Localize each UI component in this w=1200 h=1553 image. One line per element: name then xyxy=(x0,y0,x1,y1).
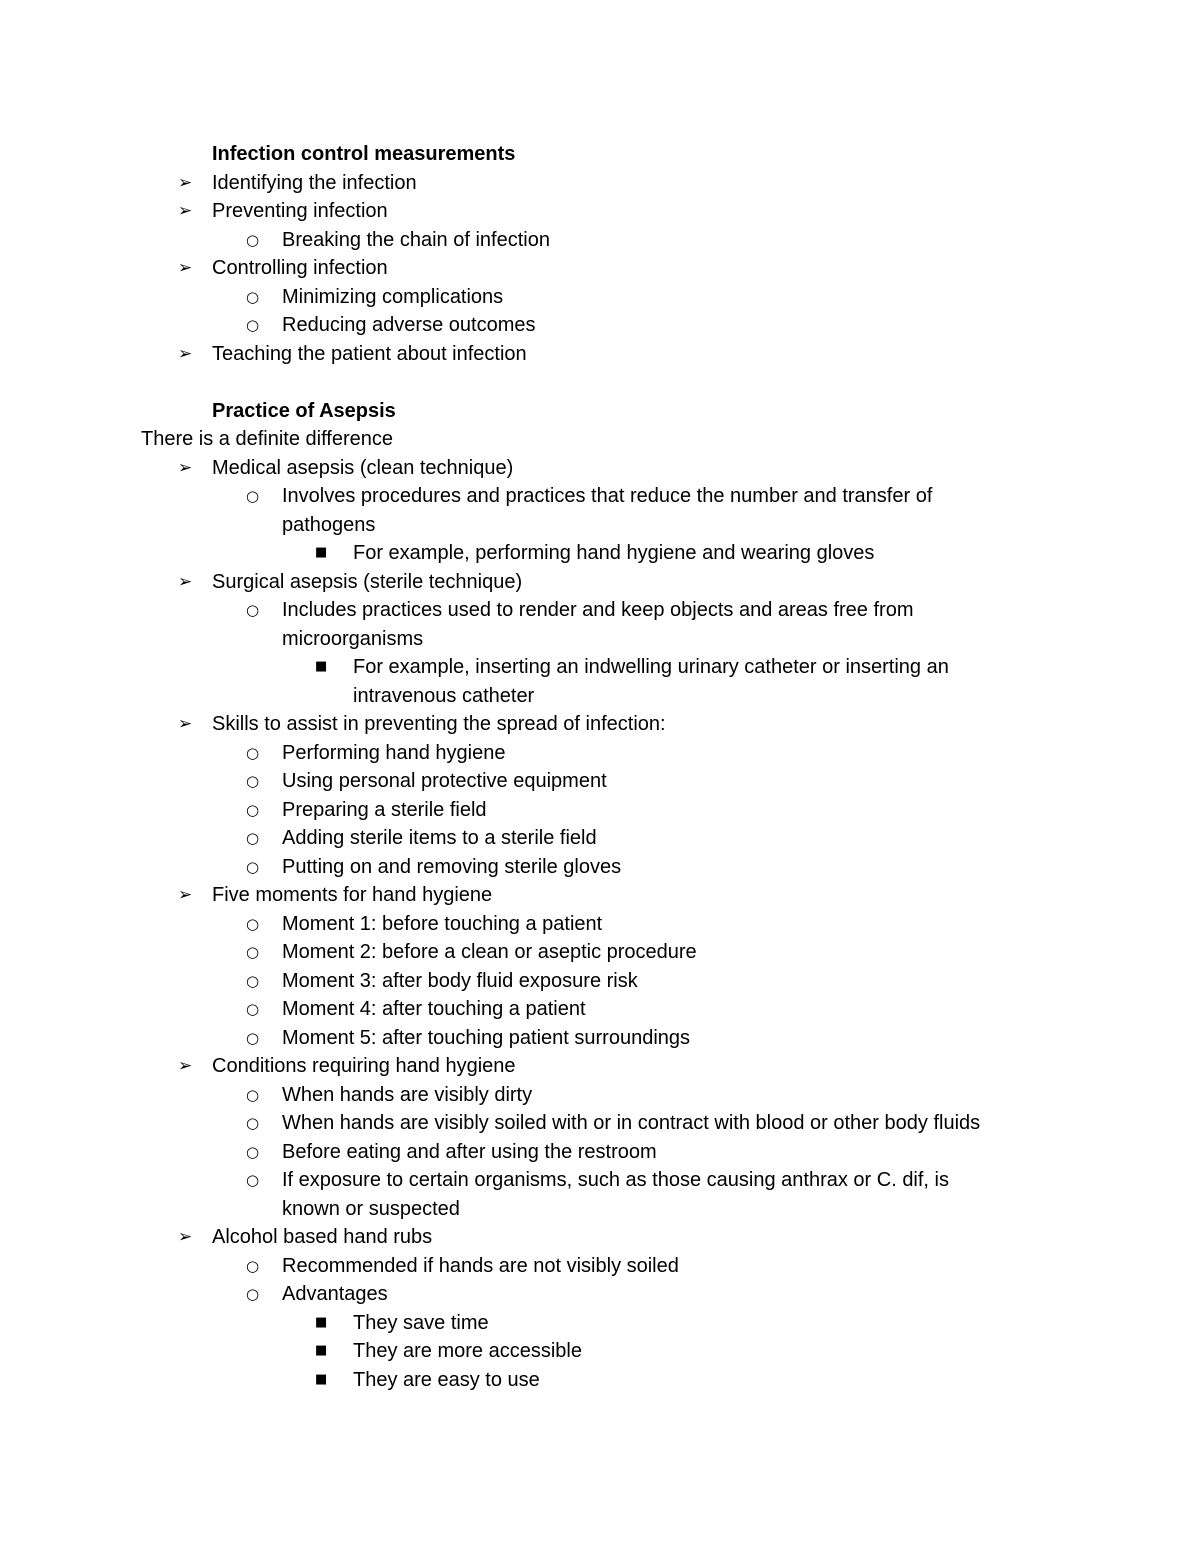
list-item-continuation: known or suspected xyxy=(282,1197,460,1220)
arrow-bullet-icon: ➢ xyxy=(178,343,193,364)
circle-bullet-icon: ○ xyxy=(246,857,260,876)
circle-bullet-icon: ○ xyxy=(246,230,260,249)
circle-bullet-icon: ○ xyxy=(246,1285,260,1303)
arrow-bullet-icon: ➢ xyxy=(178,201,193,221)
list-item-text: Moment 3: after body fluid exposure risk xyxy=(282,969,638,992)
list-item-text: Before eating and after using the restroom xyxy=(282,1140,657,1163)
list-item-text: Putting on and removing sterile gloves xyxy=(282,855,622,878)
list-item-text: Reducing adverse outcomes xyxy=(282,314,536,336)
list-item-text: Preventing infection xyxy=(212,200,388,222)
circle-bullet-icon: ○ xyxy=(246,1256,260,1275)
circle-bullet-icon: ○ xyxy=(246,914,260,933)
list-item-continuation: intravenous catheter xyxy=(353,684,535,707)
list-item-text: Controlling infection xyxy=(212,257,388,279)
square-bullet-icon: ■ xyxy=(315,1371,328,1387)
section-heading: Practice of Asepsis xyxy=(212,399,396,422)
circle-bullet-icon: ○ xyxy=(246,1114,260,1132)
list-item-text: Recommended if hands are not visibly soiled xyxy=(282,1254,679,1277)
circle-bullet-icon: ○ xyxy=(246,829,260,847)
list-item-text: Alcohol based hand rubs xyxy=(212,1226,433,1248)
list-item-text: Involves procedures and practices that reduce the number and transfer of xyxy=(282,485,933,507)
list-item-text: Moment 2: before a clean or aseptic procedure xyxy=(282,941,697,963)
circle-bullet-icon: ○ xyxy=(246,943,260,961)
list-item-text: Medical asepsis (clean technique) xyxy=(212,456,514,479)
list-item-text: Moment 4: after touching a patient xyxy=(282,998,586,1020)
list-item-text: They save time xyxy=(353,1311,489,1334)
list-item-text: If exposure to certain organisms, such as those causing anthrax or C. dif, is xyxy=(282,1169,949,1191)
list-item-text: Conditions requiring hand hygiene xyxy=(212,1055,516,1077)
circle-bullet-icon: ○ xyxy=(246,971,260,990)
circle-bullet-icon: ○ xyxy=(246,287,260,306)
square-bullet-icon: ■ xyxy=(315,1343,328,1358)
circle-bullet-icon: ○ xyxy=(246,800,260,819)
arrow-bullet-icon: ➢ xyxy=(178,172,193,193)
arrow-bullet-icon: ➢ xyxy=(178,258,193,278)
circle-bullet-icon: ○ xyxy=(246,1000,260,1018)
square-bullet-icon: ■ xyxy=(315,545,328,560)
list-item-continuation: microorganisms xyxy=(282,627,424,650)
list-item-text: Five moments for hand hygiene xyxy=(212,884,493,906)
list-item-text: Using personal protective equipment xyxy=(282,770,607,792)
list-item-text: Preparing a sterile field xyxy=(282,798,487,821)
list-item-text: They are easy to use xyxy=(353,1368,540,1391)
list-item-text: Skills to assist in preventing the spread of infection: xyxy=(212,713,666,735)
circle-bullet-icon: ○ xyxy=(246,487,260,505)
list-item-text: Minimizing complications xyxy=(282,285,504,308)
arrow-bullet-icon: ➢ xyxy=(178,1056,193,1076)
list-item-text: When hands are visibly soiled with or in contract with blood or other body fluids xyxy=(282,1112,981,1134)
arrow-bullet-icon: ➢ xyxy=(178,885,193,905)
arrow-bullet-icon: ➢ xyxy=(178,714,193,734)
list-item-text: When hands are visibly dirty xyxy=(282,1083,533,1106)
list-item-continuation: pathogens xyxy=(282,513,376,536)
circle-bullet-icon: ○ xyxy=(246,1142,260,1161)
arrow-bullet-icon: ➢ xyxy=(178,457,193,478)
list-item-text: Moment 1: before touching a patient xyxy=(282,912,603,935)
circle-bullet-icon: ○ xyxy=(246,601,260,619)
circle-bullet-icon: ○ xyxy=(246,1171,260,1189)
paragraph-text: There is a definite difference xyxy=(141,428,394,450)
list-item-text: Identifying the infection xyxy=(212,171,417,194)
list-item-text: Teaching the patient about infection xyxy=(212,342,527,365)
list-item-text: Adding sterile items to a sterile field xyxy=(282,827,597,849)
circle-bullet-icon: ○ xyxy=(246,1085,260,1104)
list-item-text: For example, performing hand hygiene and wearing gloves xyxy=(353,542,875,564)
list-item-text: Surgical asepsis (sterile technique) xyxy=(212,570,523,593)
list-item-text: They are more accessible xyxy=(353,1340,582,1362)
square-bullet-icon: ■ xyxy=(315,659,328,674)
square-bullet-icon: ■ xyxy=(315,1314,328,1330)
list-item-text: For example, inserting an indwelling urinary catheter or inserting an xyxy=(353,656,949,678)
arrow-bullet-icon: ➢ xyxy=(178,1227,193,1247)
list-item-text: Advantages xyxy=(282,1283,388,1305)
list-item-text: Breaking the chain of infection xyxy=(282,228,550,251)
section-heading: Infection control measurements xyxy=(212,143,516,165)
circle-bullet-icon: ○ xyxy=(246,772,260,790)
list-item-text: Includes practices used to render and keep objects and areas free from xyxy=(282,599,914,621)
list-item-text: Performing hand hygiene xyxy=(282,741,506,764)
circle-bullet-icon: ○ xyxy=(246,1028,260,1047)
arrow-bullet-icon: ➢ xyxy=(178,571,193,592)
list-item-text: Moment 5: after touching patient surroundings xyxy=(282,1026,691,1049)
circle-bullet-icon: ○ xyxy=(246,316,260,334)
circle-bullet-icon: ○ xyxy=(246,743,260,762)
